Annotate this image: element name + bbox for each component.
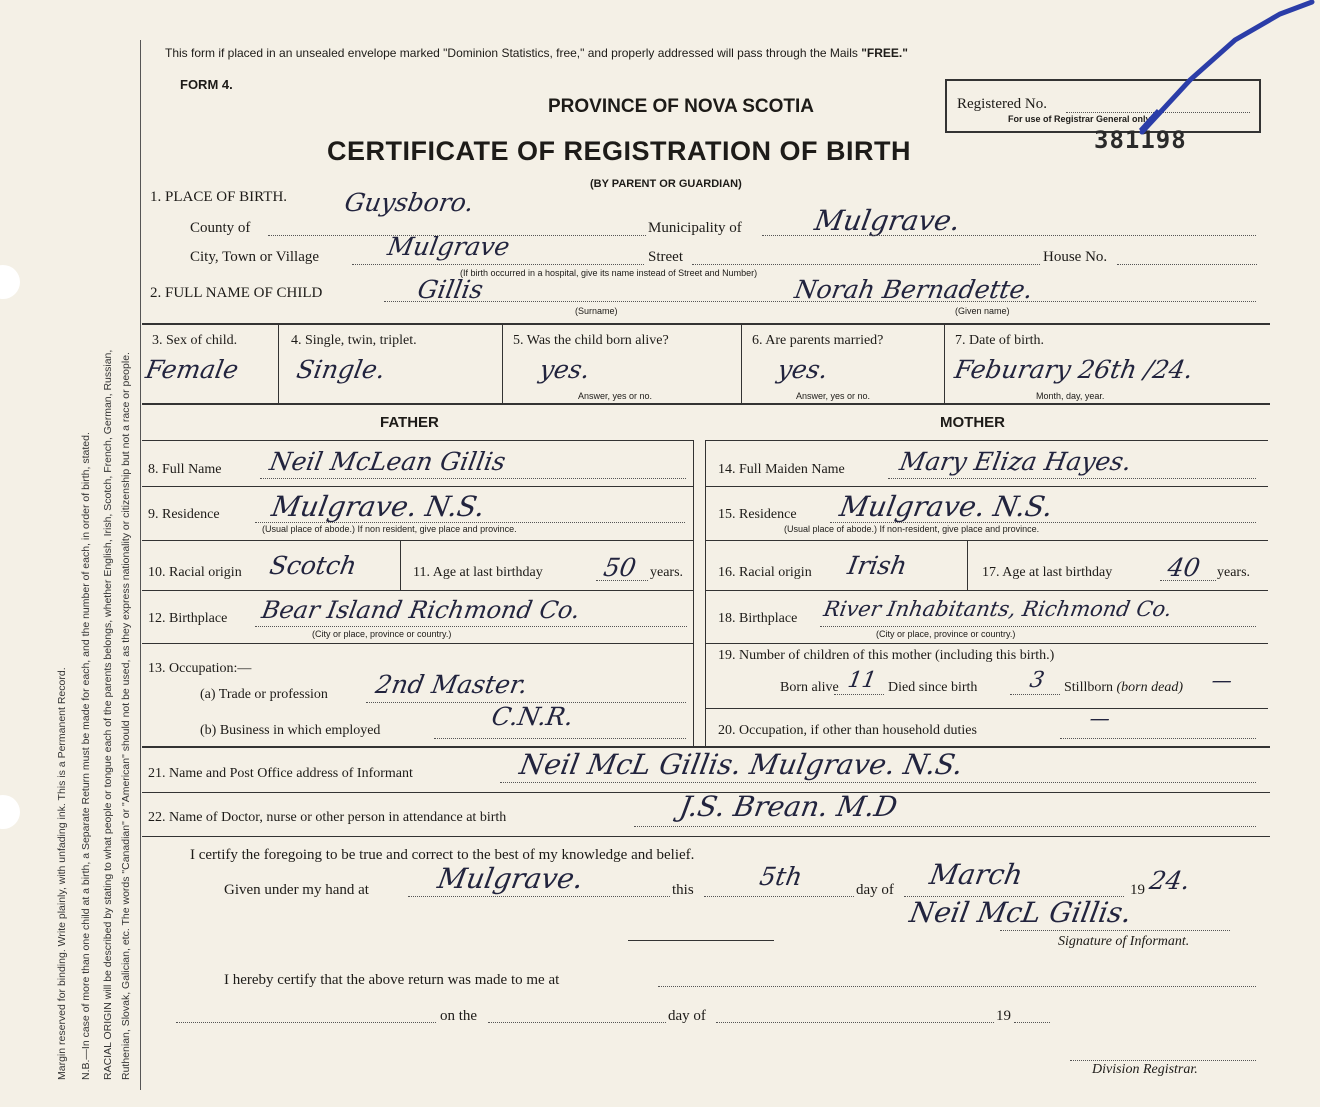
father-occupation-label: 13. Occupation:— (148, 661, 252, 676)
registrar-place-line (658, 986, 1256, 987)
mother-born-alive-line (834, 694, 884, 695)
registrar-caption: Division Registrar. (1092, 1062, 1198, 1077)
mother-born-alive-label: Born alive (780, 680, 839, 695)
mother-years-label: years. (1217, 565, 1251, 580)
father-age-line (596, 580, 648, 581)
province-heading: PROVINCE OF NOVA SCOTIA (548, 96, 815, 117)
mother-heading: MOTHER (940, 414, 1005, 431)
mail-note-text: This form if placed in an unsealed envelope marked "Dominion Statistics, free," and properly addressed will pass through the Mails (165, 46, 862, 60)
row3-top-rule (142, 323, 1270, 325)
dob-caption: Month, day, year. (1036, 391, 1105, 401)
place-of-birth-label: 1. PLACE OF BIRTH. (150, 189, 288, 205)
registered-no-label: Registered No. (957, 96, 1047, 112)
mother-residence-label: 15. Residence (718, 507, 797, 522)
row3-div-1 (278, 325, 279, 403)
mother-occupation-line (1060, 738, 1256, 739)
father-row-rule-4 (142, 590, 693, 591)
informant-signature: Neil McL Gillis. (907, 896, 1135, 929)
form-number: FORM 4. (180, 77, 233, 92)
child-name-line (384, 301, 1256, 302)
mother-birthplace-line (820, 626, 1256, 627)
blue-pencil-mark (1130, 0, 1320, 135)
father-age-label: 11. Age at last birthday (413, 565, 543, 580)
certificate-title: CERTIFICATE OF REGISTRATION OF BIRTH (327, 136, 911, 166)
mother-age-line (1160, 580, 1216, 581)
father-years-label: years. (650, 565, 684, 580)
father-business-value: C.N.R. (489, 702, 576, 731)
this-label: this (672, 882, 694, 898)
mother-residence-value: Mulgrave. N.S. (837, 490, 1056, 523)
given-month: March (927, 858, 1026, 891)
father-row-rule-2 (142, 486, 693, 487)
father-abode-caption: (Usual place of abode.) If non resident, give place and province. (262, 524, 517, 534)
mother-birthplace-label: 18. Birthplace (718, 611, 798, 626)
registrar-year-prefix: 19 (996, 1008, 1011, 1024)
born-alive-caption: Answer, yes or no. (578, 391, 653, 401)
mother-racial-label: 16. Racial origin (718, 565, 812, 580)
mother-racial-value: Irish (845, 551, 910, 580)
signature-line (1000, 930, 1230, 931)
father-name-label: 8. Full Name (148, 462, 222, 477)
mother-name-label: 14. Full Maiden Name (718, 462, 845, 477)
city-value: Mulgrave (385, 232, 513, 261)
father-name-line (260, 478, 686, 479)
registrar-day-of-label: day of (668, 1008, 706, 1024)
mail-note-free: "FREE." (861, 46, 908, 60)
dob-label: 7. Date of birth. (955, 333, 1045, 348)
city-label: City, Town or Village (190, 249, 320, 265)
given-place-line (408, 896, 670, 897)
row3-div-4 (944, 325, 945, 403)
registrar-statement: I hereby certify that the above return was made to me at (224, 972, 560, 988)
mid-short-rule (628, 940, 774, 941)
attendant-rule (142, 836, 1270, 837)
father-residence-label: 9. Residence (148, 507, 220, 522)
father-trade-label: (a) Trade or profession (200, 687, 328, 702)
sex-label: 3. Sex of child. (152, 333, 238, 348)
sex-value: Female (143, 355, 241, 384)
mother-name-value: Mary Eliza Hayes. (897, 447, 1134, 476)
mother-stillborn-label (1064, 680, 1183, 696)
binding-margin-line (140, 40, 141, 1090)
mother-row-rule-2 (705, 486, 1268, 487)
child-name-label: 2. FULL NAME OF CHILD (150, 285, 323, 301)
father-racial-value: Scotch (267, 551, 359, 580)
mother-stillborn-value: — (1209, 668, 1235, 692)
hospital-note: (If birth occurred in a hospital, give its name instead of Street and Number) (460, 268, 758, 278)
child-surname: Gillis (415, 275, 486, 304)
father-business-line (434, 738, 686, 739)
mother-children-label: 19. Number of children of this mother (including this birth.) (718, 648, 1055, 663)
father-row-rule-5 (142, 643, 693, 644)
mother-row-rule-3 (705, 540, 1268, 541)
father-age-value: 50 (601, 553, 639, 582)
mother-row-rule-1 (705, 440, 1268, 441)
mother-age-label: 17. Age at last birthday (982, 565, 1113, 580)
mother-row-rule-6 (705, 708, 1268, 709)
father-name-value: Neil McLean Gillis (267, 447, 508, 476)
mother-birthplace-value: River Inhabitants, Richmond Co. (821, 597, 1174, 621)
father-birthplace-line (255, 626, 687, 627)
margin-note-4: Ruthenian, Slovak, Galician, etc. The words "Canadian" or "American" should not be used, as they express nationality or citizenship but not a race or people. (120, 352, 132, 1080)
street-line (692, 264, 1040, 265)
registrar-year-line (1014, 1022, 1050, 1023)
house-no-line (1117, 264, 1257, 265)
parents-married-value: yes. (775, 355, 831, 384)
father-racial-div (400, 540, 401, 590)
mother-racial-div (967, 540, 968, 590)
municipality-value: Mulgrave. (812, 204, 963, 237)
given-day: 5th (757, 862, 805, 891)
born-alive-label: 5. Was the child born alive? (513, 333, 669, 348)
given-year: 24. (1147, 866, 1193, 895)
mother-died-label: Died since birth (888, 680, 978, 695)
parents-married-caption: Answer, yes or no. (796, 391, 871, 401)
dob-value: Feburary 26th /24. (952, 355, 1196, 384)
mother-stillborn-note: (born dead) (1116, 680, 1184, 695)
margin-note-3: RACIAL ORIGIN will be described by stating to what people or tongue each of the parents belongs, whether English, Irish, Scotch, French, German, Russian, (102, 349, 114, 1080)
municipality-line (762, 235, 1256, 236)
row3-div-2 (502, 325, 503, 403)
attendant-line (634, 826, 1256, 827)
given-place: Mulgrave. (435, 862, 586, 895)
attendant-label: 22. Name of Doctor, nurse or other person in attendance at birth (148, 810, 507, 825)
registrar-first-line (176, 1022, 436, 1023)
mother-age-value: 40 (1165, 553, 1203, 582)
father-row-rule-3 (142, 540, 693, 541)
punch-hole-bottom (0, 795, 20, 829)
registrar-note: For use of Registrar General only. (1008, 114, 1153, 124)
given-name-caption: (Given name) (955, 306, 1010, 316)
mail-note (165, 46, 908, 60)
father-trade-value: 2nd Master. (373, 670, 530, 699)
surname-caption: (Surname) (575, 306, 618, 316)
mother-abode-caption: (Usual place of abode.) If non-resident, give place and province. (784, 524, 1040, 534)
margin-note-2: N.B.—In case of more than one child at a birth, a Separate Return must be made for each, and the number of each, in order of birth, stated. (80, 432, 92, 1080)
registrar-month-line (716, 1022, 994, 1023)
informant-value: Neil McL Gillis. Mulgrave. N.S. (517, 748, 966, 781)
county-value: Guysboro. (342, 188, 477, 217)
signature-caption: Signature of Informant. (1058, 934, 1190, 949)
informant-line (500, 782, 1256, 783)
mother-row-rule-4 (705, 590, 1268, 591)
mother-birthplace-caption: (City or place, province or country.) (876, 629, 1016, 639)
father-heading: FATHER (380, 414, 439, 431)
father-birthplace-label: 12. Birthplace (148, 611, 228, 626)
father-residence-line (255, 522, 685, 523)
plurality-value: Single. (294, 355, 388, 384)
year-prefix: 19 (1130, 882, 1145, 898)
municipality-label: Municipality of (648, 220, 742, 236)
day-of-label: day of (856, 882, 894, 898)
father-business-label: (b) Business in which employed (200, 723, 381, 738)
child-given-name: Norah Bernadette. (792, 275, 1036, 304)
father-racial-label: 10. Racial origin (148, 565, 242, 580)
punch-hole-top (0, 265, 20, 299)
mother-died-value: 3 (1027, 668, 1047, 693)
father-birthplace-value: Bear Island Richmond Co. (259, 596, 583, 624)
mother-occupation-value: — (1087, 706, 1113, 730)
informant-label: 21. Name and Post Office address of Informant (148, 766, 413, 781)
registrar-signature-line (1070, 1060, 1256, 1061)
margin-note-1: Margin reserved for binding. Write plainly, with unfading ink. This is a Permanent Record. (56, 667, 68, 1080)
mother-residence-line (830, 522, 1256, 523)
mother-occupation-label: 20. Occupation, if other than household duties (718, 723, 977, 738)
born-alive-value: yes. (537, 355, 593, 384)
father-residence-value: Mulgrave. N.S. (269, 490, 488, 523)
mother-born-alive-value: 11 (845, 668, 879, 693)
row3-div-3 (741, 325, 742, 403)
given-day-line (704, 896, 854, 897)
house-no-label: House No. (1043, 249, 1108, 265)
city-line (352, 264, 644, 265)
mother-row-rule-5 (705, 643, 1268, 644)
parents-divider-left (693, 440, 694, 746)
certificate-subtitle: (BY PARENT OR GUARDIAN) (590, 178, 742, 190)
mother-died-line (1010, 694, 1060, 695)
father-birthplace-caption: (City or place, province or country.) (312, 629, 452, 639)
county-label: County of (190, 220, 251, 236)
mother-stillborn-text: Stillborn (1064, 680, 1114, 695)
attendant-value: J.S. Brean. M.D (677, 790, 900, 823)
certify-statement: I certify the foregoing to be true and correct to the best of my knowledge and belief. (190, 847, 695, 863)
registrar-on-the-label: on the (440, 1008, 478, 1024)
row3-bottom-rule (142, 403, 1270, 405)
father-row-rule-1 (142, 440, 693, 441)
plurality-label: 4. Single, twin, triplet. (291, 333, 417, 348)
given-label: Given under my hand at (224, 882, 369, 898)
registered-number: 381198 (1094, 126, 1187, 154)
registrar-day-line (488, 1022, 666, 1023)
street-label: Street (648, 249, 683, 265)
mother-name-line (888, 478, 1256, 479)
parents-married-label: 6. Are parents married? (752, 333, 884, 348)
